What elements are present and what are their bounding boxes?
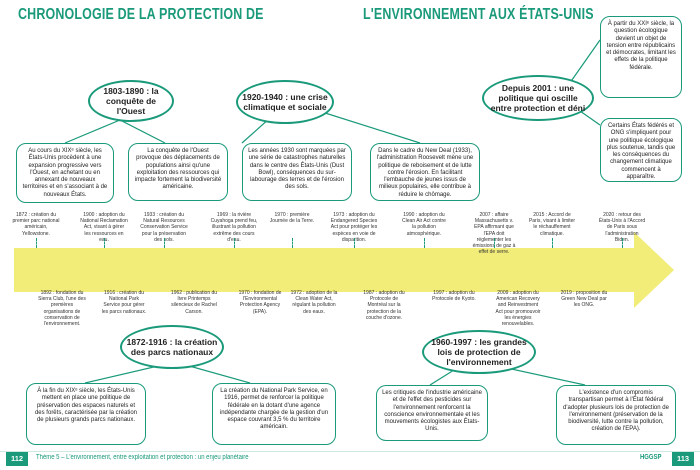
event-bottom-1972: 1972 : adoption de la Clean Water Act, régulant la pollution des eaux. xyxy=(290,290,338,315)
page-number-left: 112 xyxy=(6,452,28,466)
event-top-tick-1969 xyxy=(234,238,235,248)
text-box-tension: À partir du XXIᵉ siècle, la question écologique devient un objet de tension entre républicains et démocrates, limitant les effets de la politique fédérale. xyxy=(600,16,682,98)
event-bottom-1916: 1916 : création du National Park Service pour gérer les parcs nationaux. xyxy=(101,290,147,315)
footer-theme: Thème 5 – L'environnement, entre exploitation et protection : un enjeu planétaire xyxy=(36,454,249,461)
event-top-tick-2015 xyxy=(552,238,553,248)
event-bottom-1987: 1987 : adoption du Protocole de Montréal sur la protection de la couche d'ozone. xyxy=(363,290,405,321)
event-bottom-1962: 1962 : publication du livre Printemps silencieux de Rachel Carson. xyxy=(170,290,218,315)
event-top-1973: 1973 : adoption du Endangered Species Act pour protéger les espèces en voie de disparition. xyxy=(330,212,378,243)
page-title-right: L'ENVIRONNEMENT AUX ÉTATS-UNIS xyxy=(363,6,594,23)
period-bubble-2001: Depuis 2001 : une politique qui oscille entre protection et déni xyxy=(482,75,594,121)
text-box-compromise: L'existence d'un compromis transpartisan permet à l'État fédéral d'adopter plusieurs lois de protection de l'environnement (préservation de la biodiversité, lutte contre la pollution, création de l'EPA). xyxy=(556,385,676,445)
event-top-tick-2020 xyxy=(622,238,623,248)
event-bottom-1892: 1892 : fondation du Sierra Club, l'une des premières organisations de conservation de l'environnement. xyxy=(38,290,86,328)
event-top-1872: 1872 : création du premier parc national américain, Yellowstone. xyxy=(12,212,60,237)
page-title-left: CHRONOLOGIE DE LA PROTECTION DE xyxy=(18,6,264,23)
event-bottom-2009: 2009 : adoption du American Recovery and Reinvestment Act pour promouvoir les énergies renouvelables. xyxy=(495,290,541,328)
event-top-1969: 1969 : la rivière Cuyahoga prend feu, illustrant la pollution extrême des cours d'eau. xyxy=(210,212,258,243)
event-top-2015: 2015 : Accord de Paris, visant à limiter le réchauffement climatique. xyxy=(528,212,576,237)
event-top-2007: 2007 : affaire Massachusetts v. EPA affirmant que l'EPA doit réglementer les émissions de gaz à effet de serre. xyxy=(472,212,516,256)
event-top-2020: 2020 : retour des États-Unis à l'Accord de Paris sous l'administration Biden. xyxy=(598,212,646,243)
period-bubble-1872: 1872-1916 : la création des parcs nationaux xyxy=(120,325,224,369)
text-box-park-service: La création du National Park Service, en 1916, permet de renforcer la politique fédérale en la dotant d'une agence indépendante chargée de la gestion d'un espace couvrant 3,5 % du territoire américain. xyxy=(212,383,336,445)
text-box-conquest-impact: La conquête de l'Ouest provoque des déplacements de populations ainsi qu'une exploitation des ressources qui impacte fortement la biodiversité américaine. xyxy=(128,143,228,201)
timeline-arrow-head xyxy=(634,232,674,308)
text-box-conquest: Au cours du XIXᵉ siècle, les États-Unis procèdent à une expansion progressive vers l'Ouest, en achetant ou en annexant de nouveaux territoires et en s'associant à de nouveaux États. xyxy=(16,143,114,203)
text-box-dust-bowl: Les années 1930 sont marquées par une série de catastrophes naturelles dans le centre des États-Unis (Dust Bowl), conséquences du sur-labourage des terres et de l'érosion des sols. xyxy=(242,143,352,201)
event-top-1990: 1990 : adoption du Clean Air Act contre la pollution atmosphérique. xyxy=(402,212,446,237)
period-bubble-1960: 1960-1997 : les grandes lois de protection de l'environnement xyxy=(422,330,536,374)
footer-subject: HGGSP xyxy=(640,454,662,461)
text-box-critiques: Les critiques de l'industrie américaine et de l'effet des pesticides sur l'environnement renforcent la conscience environnementale et les mouvements écologistes aux États-Unis. xyxy=(376,385,488,441)
event-top-tick-1933 xyxy=(164,238,165,248)
event-top-tick-1973 xyxy=(354,238,355,248)
event-top-tick-2007 xyxy=(494,238,495,248)
event-top-1970: 1970 : première Journée de la Terre. xyxy=(269,212,315,225)
event-top-1933: 1933 : création du Natural Resources Conservation Service pour la préservation des sols. xyxy=(140,212,188,243)
event-top-tick-1990 xyxy=(424,238,425,248)
timeline-arrow-body xyxy=(14,248,634,292)
page-number-right: 113 xyxy=(672,452,694,466)
event-top-tick-1872 xyxy=(36,238,37,248)
text-box-states-ngos: Certains États fédérés et ONG s'impliquent pour une politique écologique plus soutenue, tandis que les conséquences du changement climatique commencent à apparaître. xyxy=(600,118,682,182)
period-bubble-1803: 1803-1890 : la conquête de l'Ouest xyxy=(88,80,174,122)
period-bubble-1920: 1920-1940 : une crise climatique et sociale xyxy=(236,80,334,124)
event-bottom-1970: 1970 : fondation de l'Environmental Protection Agency (EPA). xyxy=(238,290,282,315)
event-bottom-1997: 1997 : adoption du Protocole de Kyoto. xyxy=(432,290,476,303)
event-bottom-2019: 2019 : proposition du Green New Deal par les ONG. xyxy=(560,290,608,309)
event-top-tick-1900 xyxy=(104,238,105,248)
event-top-tick-1970 xyxy=(292,238,293,248)
text-box-new-deal: Dans le cadre du New Deal (1933), l'administration Roosevelt mène une politique de reboisement et de lutte contre l'érosion. En facilitant l'embauche de jeunes issus de milieux populaires, elle contribue à réduire le chômage. xyxy=(370,143,480,201)
text-box-parks: À la fin du XIXᵉ siècle, les États-Unis mettent en place une politique de préservation des espaces naturels et des forêts, caractérisée par la création de plusieurs grands parcs nationaux. xyxy=(26,383,146,445)
event-top-1900: 1900 : adoption du National Reclamation Act, visant à gérer les ressources en eau. xyxy=(80,212,128,243)
